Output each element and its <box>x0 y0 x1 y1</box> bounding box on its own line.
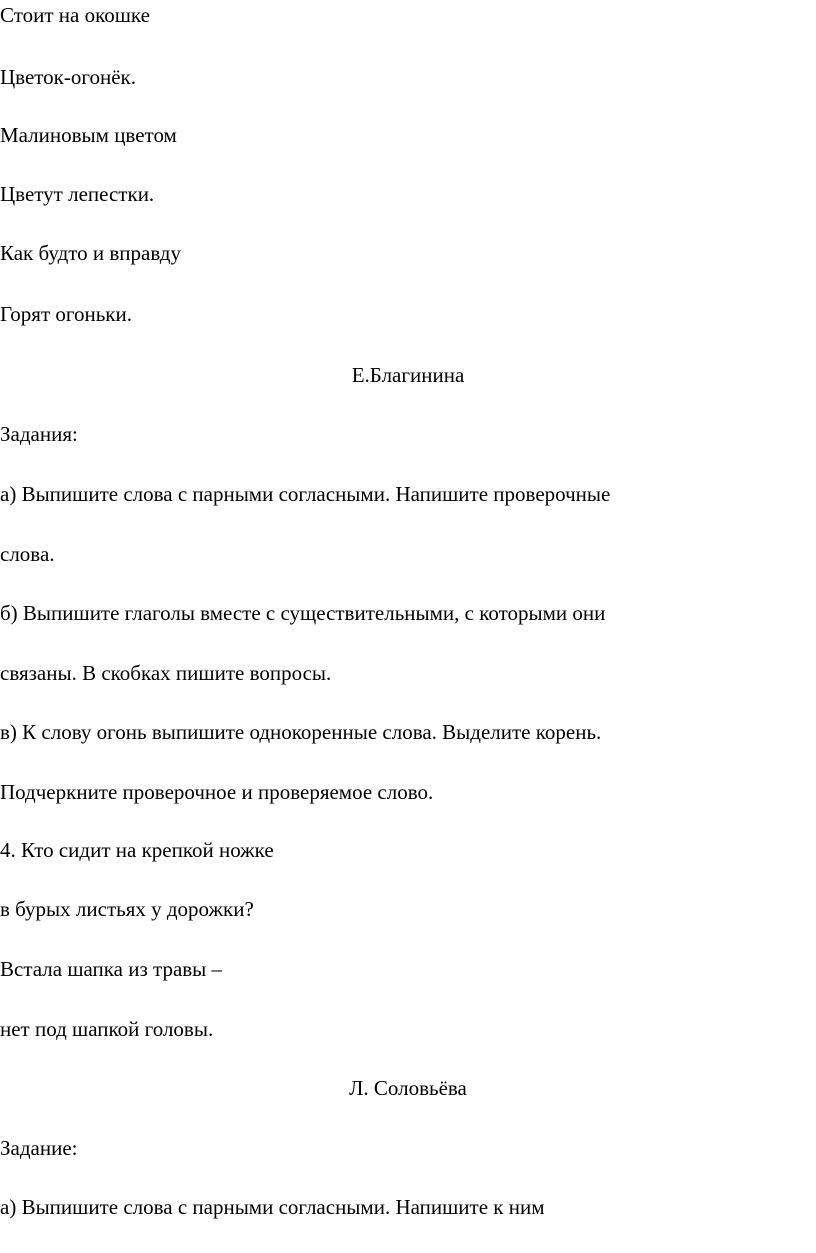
tasks1-line-5: в) К слову огонь выпишите однокоренные слова. Выделите корень. <box>0 720 602 744</box>
tasks2-heading: Задание: <box>0 1136 78 1160</box>
poem1-line-4: Цветут лепестки. <box>0 182 155 206</box>
tasks2-line-1: а) Выпишите слова с парными согласными. Напишите к ним <box>0 1195 545 1219</box>
tasks1-heading: Задания: <box>0 422 78 446</box>
tasks1-line-6: Подчеркните проверочное и проверяемое слово. <box>0 780 434 804</box>
tasks1-line-4: связаны. В скобках пишите вопросы. <box>0 661 332 685</box>
poem1-line-2: Цветок-огонёк. <box>0 65 136 89</box>
poem1-line-3: Малиновым цветом <box>0 123 177 147</box>
poem2-author: Л. Соловьёва <box>349 1076 467 1100</box>
tasks1-line-2: слова. <box>0 542 55 566</box>
poem1-line-5: Как будто и вправду <box>0 241 181 265</box>
poem1-line-1: Стоит на окошке <box>0 3 150 27</box>
poem2-line-4: нет под шапкой головы. <box>0 1017 214 1041</box>
poem2-line-2: в бурых листьях у дорожки? <box>0 897 254 921</box>
poem1-line-6: Горят огоньки. <box>0 302 132 326</box>
poem1-author: Е.Благинина <box>351 363 465 387</box>
tasks1-line-3: б) Выпишите глаголы вместе с существительными, с которыми они <box>0 601 606 625</box>
tasks1-line-1: а) Выпишите слова с парными согласными. Напишите проверочные <box>0 482 611 506</box>
poem2-line-3: Встала шапка из травы – <box>0 957 223 981</box>
poem2-line-1: 4. Кто сидит на крепкой ножке <box>0 838 274 862</box>
